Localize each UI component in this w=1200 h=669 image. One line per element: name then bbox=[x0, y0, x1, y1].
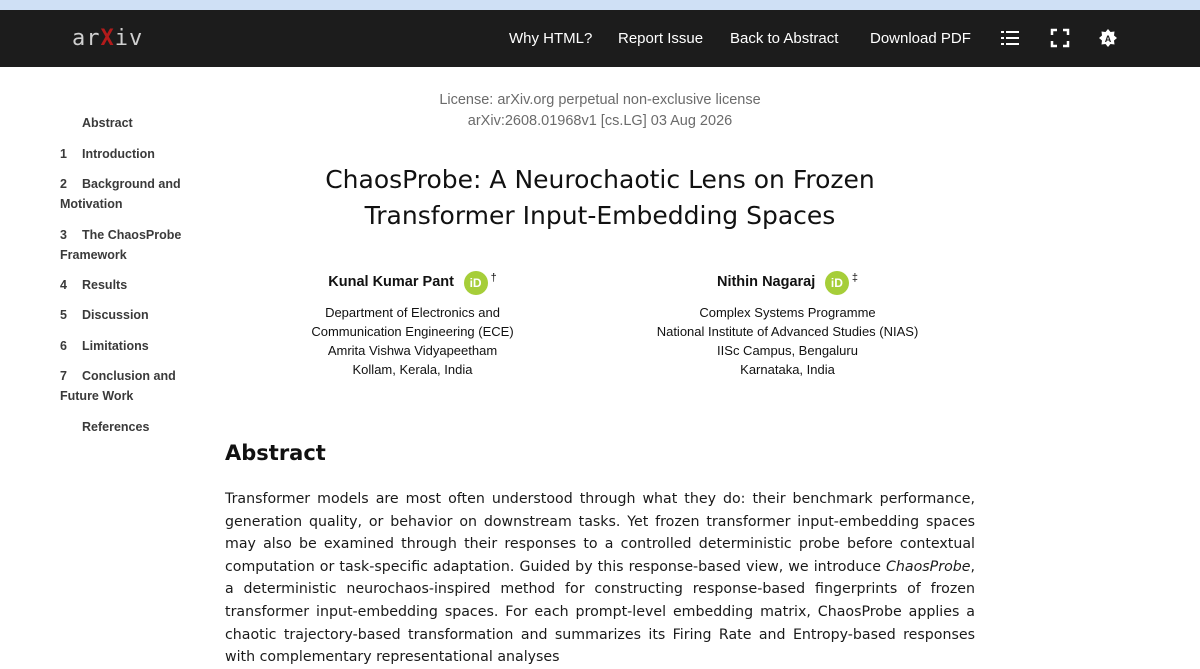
toc-item-references[interactable]: References bbox=[82, 420, 150, 434]
arxiv-id: arXiv:2608.01968v1 [cs.LG] 03 Aug 2026 bbox=[467, 113, 733, 129]
toc-item-framework[interactable]: 3 The ChaosProbe Framework bbox=[60, 228, 182, 262]
arxiv-logo[interactable]: arXiv bbox=[72, 26, 144, 51]
download-pdf-link[interactable]: Download PDF bbox=[870, 30, 971, 47]
why-html-link[interactable]: Why HTML? bbox=[509, 30, 593, 47]
author-name: Nithin Nagaraj bbox=[716, 274, 816, 291]
svg-text:A: A bbox=[1104, 34, 1112, 44]
author-name: Kunal Kumar Pant bbox=[328, 274, 454, 291]
toc-item-introduction[interactable]: 1 Introduction bbox=[60, 147, 155, 161]
report-issue-link[interactable]: Report Issue bbox=[618, 30, 704, 47]
footnote-mark[interactable]: † bbox=[490, 272, 497, 284]
back-to-abstract-link[interactable]: Back to Abstract bbox=[730, 30, 839, 47]
toc-item-discussion[interactable]: 5 Discussion bbox=[60, 308, 149, 322]
abstract-text: Transformer models are most often understood through what they do: their benchmark performance, generation quality, or behavior on downstream tasks. Yet frozen transformer input-embedding spaces may also be examined through their responses to a controlled deterministic probe before contextual computation or task-specific adaptation. Guided by this response-based view, we introduce ChaosProbe, a deterministic neurochaos-inspired method for constructing response-based fingerprints of frozen transformer input-embedding spaces. For each prompt-level embedding matrix, ChaosProbe applies a chaotic trajectory-based transformation and summarizes its Firing Rate and Entropy-based responses with complementary representational analyses bbox=[225, 491, 975, 666]
footnote-mark[interactable]: ‡ bbox=[851, 272, 859, 284]
settings-icon[interactable] bbox=[1098, 28, 1118, 48]
author-affiliation: Department of Electronics and Communication Engineering (ECE) Amrita Vishwa Vidyapeetham Kollam, Kerala, India bbox=[311, 304, 514, 377]
browser-top-strip bbox=[0, 0, 1200, 10]
author-affiliation: Complex Systems Programme National Institute of Advanced Studies (NIAS) IISc Campus, Bengaluru Karnataka, India bbox=[656, 304, 919, 377]
fullscreen-icon[interactable] bbox=[1050, 28, 1070, 48]
list-icon[interactable] bbox=[1000, 28, 1020, 48]
license-text[interactable]: License: arXiv.org perpetual non-exclusive license bbox=[439, 92, 761, 108]
toc-item-results[interactable]: 4 Results bbox=[60, 278, 128, 292]
navbar bbox=[0, 10, 1200, 67]
toc-item-conclusion[interactable]: 7 Conclusion and Future Work bbox=[60, 369, 176, 403]
author-1 bbox=[290, 269, 535, 379]
orcid-icon[interactable]: iD bbox=[464, 271, 488, 295]
orcid-icon[interactable]: iD bbox=[825, 271, 849, 295]
toc-item-limitations[interactable]: 6 Limitations bbox=[60, 339, 149, 353]
abstract-heading: Abstract bbox=[225, 441, 326, 465]
toc-item-abstract[interactable]: Abstract bbox=[82, 116, 133, 130]
paper-title: ChaosProbe: A Neurochaotic Lens on Frozen Transformer Input-Embedding Spaces bbox=[325, 165, 875, 230]
toc-item-background[interactable]: 2 Background and Motivation bbox=[60, 177, 181, 211]
author-2 bbox=[640, 269, 935, 379]
